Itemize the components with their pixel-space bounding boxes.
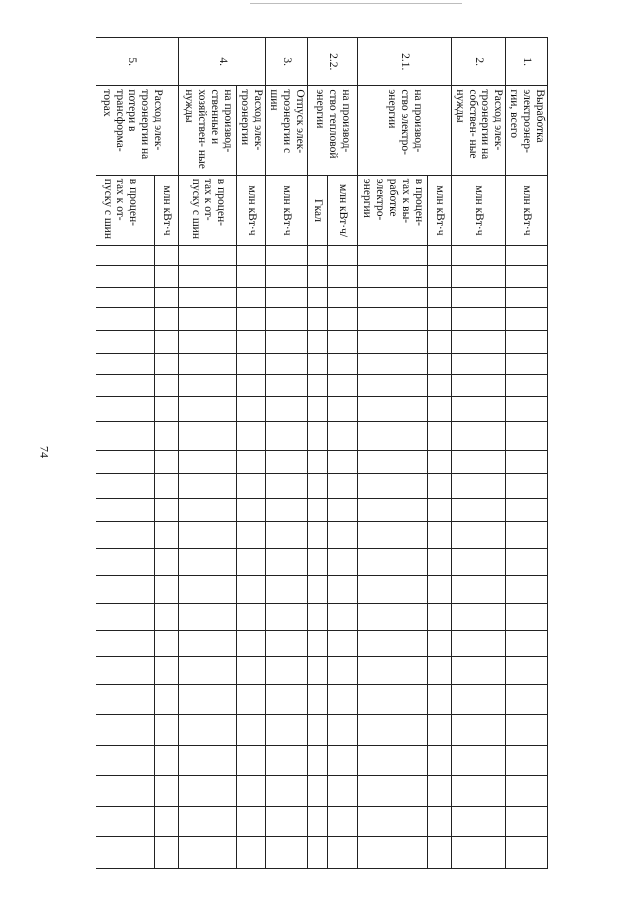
- table-container: [96, 37, 548, 869]
- row-name: на производ- ство тепловой энергии: [307, 86, 357, 175]
- row-unit: млн кВт·ч: [155, 175, 179, 245]
- table-row: [155, 38, 179, 869]
- row-name: Расход элек- троэнергии на собствен- ные нужды: [451, 86, 506, 175]
- row-number: 2.1.: [357, 38, 451, 86]
- top-rule: [250, 3, 462, 4]
- row-unit: млн кВт·ч: [237, 175, 266, 245]
- row-name: Расход элек- троэнергии на потери в трансформа- торах: [96, 86, 179, 175]
- row-name: Расход элек- троэнергии: [237, 86, 266, 175]
- row-unit: Гкал: [307, 175, 327, 245]
- row-number: 1.: [506, 38, 548, 86]
- row-unit: млн кВт·ч/: [327, 175, 357, 245]
- page-number: 74: [37, 446, 52, 458]
- row-number: 2.: [451, 38, 506, 86]
- row-name: Отпуск элек- троэнергии с шин: [266, 86, 308, 175]
- table-row: [427, 38, 451, 869]
- row-name: Выработка электроэнер- гии, всего: [506, 86, 548, 175]
- table-row: [179, 38, 237, 869]
- row-unit: млн кВт·ч: [427, 175, 451, 245]
- row-number: 2.2.: [307, 38, 357, 86]
- row-unit: в процен- тах к от- пуску с шин: [179, 175, 237, 245]
- row-name: на производ- ственные и хозяйствен- ные нужды: [179, 86, 237, 175]
- data-table: [96, 37, 548, 869]
- table-row: [266, 38, 308, 869]
- row-unit: млн кВт·ч: [506, 175, 548, 245]
- row-number: 4.: [179, 38, 266, 86]
- table-row: [327, 38, 357, 869]
- row-number: 3.: [266, 38, 308, 86]
- row-unit: млн кВт·ч: [266, 175, 308, 245]
- row-unit: млн кВт·ч: [451, 175, 506, 245]
- table-row: [451, 38, 506, 869]
- table-row: [506, 38, 548, 869]
- row-number: 5.: [96, 38, 179, 86]
- row-unit: в процен- тах к от- пуску с шин: [96, 175, 155, 245]
- table-row: [237, 38, 266, 869]
- row-unit: в процен- тах к вы- работке электро- энергии: [357, 175, 427, 245]
- row-name: на производ- ство электро- энергии: [357, 86, 451, 175]
